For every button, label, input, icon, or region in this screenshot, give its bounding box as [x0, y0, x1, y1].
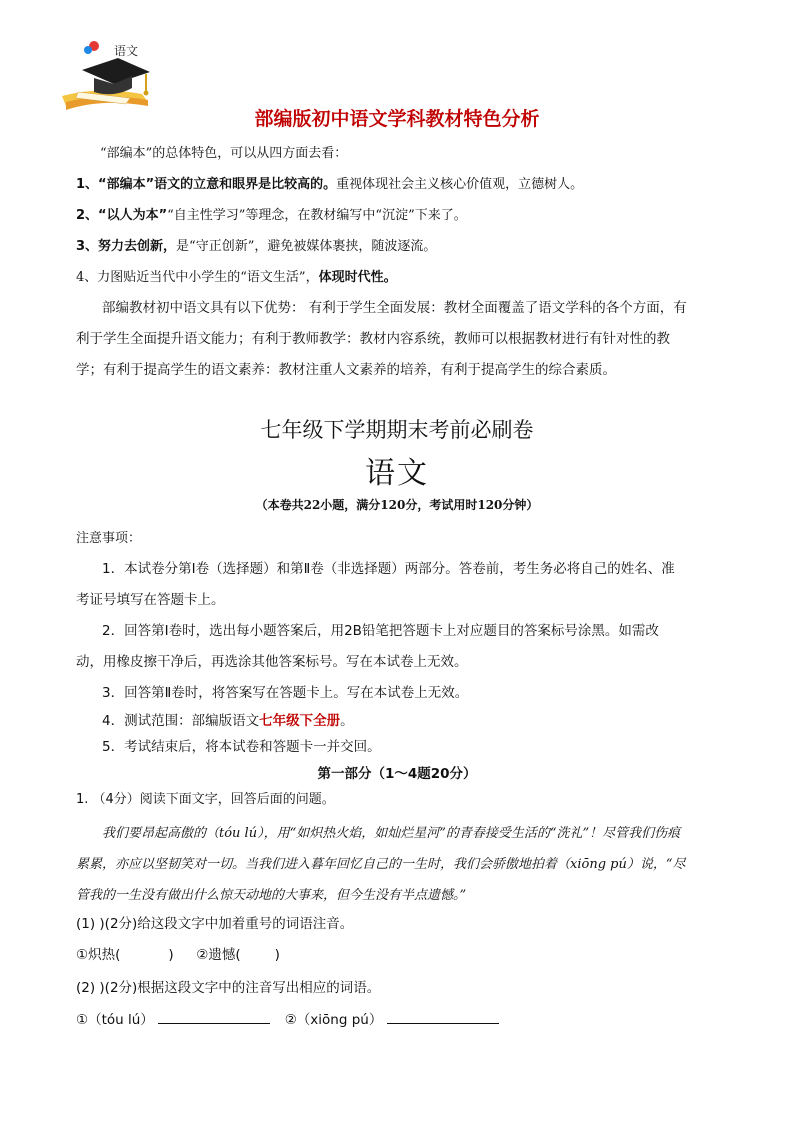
feature-2-rest: “自主性学习”等理念，在教材编写中“沉淀”下来了。	[167, 208, 467, 223]
feature-3-bold: 3、努力去创新，	[76, 239, 177, 254]
advantages-paragraph: 部编教材初中语文具有以下优势： 有利于学生全面发展：教材全面覆盖了语文学科的各个方面，有利于学生全面提升语文能力；有利于教师教学：教材内容系统，教师可以根据教材进行有针对性的教学；有利于提高学生的语文素养：教材注重人文素养的培养，有利于提高学生的综合素质。	[76, 300, 687, 378]
note-3: 3．回答第Ⅱ卷时，将答案写在答题卡上。写在本试卷上无效。	[102, 685, 469, 701]
blank-1-close: )	[168, 947, 174, 963]
intro-text: “部编本”的总体特色，可以从四方面去看：	[100, 146, 348, 161]
note-4-post: 。	[340, 713, 354, 729]
pinyin-2-label: ②（xiōng pú）	[284, 1012, 383, 1028]
pinyin-1-label: ①（tóu lú）	[76, 1012, 154, 1028]
graduation-cap-book-icon	[58, 36, 168, 114]
notes-heading: 注意事项：	[76, 531, 142, 546]
feature-1	[76, 175, 736, 195]
answer-line-1[interactable]	[158, 1009, 270, 1024]
feature-2	[76, 206, 736, 226]
feature-4	[76, 268, 736, 288]
blank-2-close: )	[274, 947, 280, 963]
logo-word: 语文	[114, 44, 139, 58]
logo	[58, 36, 168, 114]
exam-subject: 语文	[365, 456, 429, 491]
exam-title: 七年级下学期期末考前必刷卷	[260, 418, 534, 442]
note-2: 2．回答第Ⅰ卷时，选出每小题答案后，用2B铅笔把答题卡上对应题目的答案标号涂黑。如需改动，用橡皮擦干净后，再选涂其他答案标号。写在本试卷上无效。	[76, 623, 659, 670]
exam-info: （本卷共22小题，满分120分，考试用时120分钟）	[255, 498, 539, 512]
test-scope-highlight: 七年级下全册	[259, 713, 341, 729]
document-title: 部编版初中语文学科教材特色分析	[254, 108, 540, 130]
feature-1-bold: 1、“部编本”语文的立意和眼界是比较高的。	[76, 177, 337, 192]
answer-line-2[interactable]	[387, 1009, 499, 1024]
note-4-pre: 4．测试范围：部编版语文	[102, 713, 260, 729]
feature-2-bold: 2、“以人为本”	[76, 208, 168, 223]
feature-4-pre: 4、力图贴近当代中小学生的“语文生活”，	[76, 270, 319, 285]
sub-question-1: (1) )(2分)给这段文字中加着重号的词语注音。	[76, 916, 354, 932]
part-heading: 第一部分（1～4题20分）	[317, 766, 477, 782]
blank-2-label: ②遗憾(	[196, 947, 241, 963]
blank-1-label: ①炽热(	[76, 947, 121, 963]
reading-passage: 我们要昂起高傲的（tóu lú），用“如炽热火焰，如灿烂星河”的青春接受生活的“洗礼”！尽管我们伤痕累累，亦应以坚韧笑对一切。当我们进入暮年回忆自己的一生时，我们会骄傲地拍着（xiōng pú）说，“尽管我的一生没有做出什么惊天动地的大事来，但今生没有半点遗憾。”	[76, 826, 686, 903]
feature-3	[76, 237, 736, 257]
sub-question-1-items	[76, 945, 280, 965]
note-5: 5．考试结束后，将本试卷和答题卡一并交回。	[102, 739, 381, 755]
feature-4-bold: 体现时代性。	[318, 270, 397, 285]
sub-question-2: (2) )(2分)根据这段文字中的注音写出相应的词语。	[76, 980, 381, 996]
feature-1-rest: 重视体现社会主义核心价值观，立德树人。	[336, 177, 584, 192]
sub-question-2-items	[76, 1009, 499, 1030]
question-1: 1. （4分）阅读下面文字，回答后面的问题。	[76, 792, 335, 807]
note-1: 1．本试卷分第Ⅰ卷（选择题）和第Ⅱ卷（非选择题）两部分。答卷前，考生务必将自己的姓名、准考证号填写在答题卡上。	[76, 561, 675, 608]
feature-3-rest: 是“守正创新”，避免被媒体裹挟，随波逐流。	[176, 239, 437, 254]
